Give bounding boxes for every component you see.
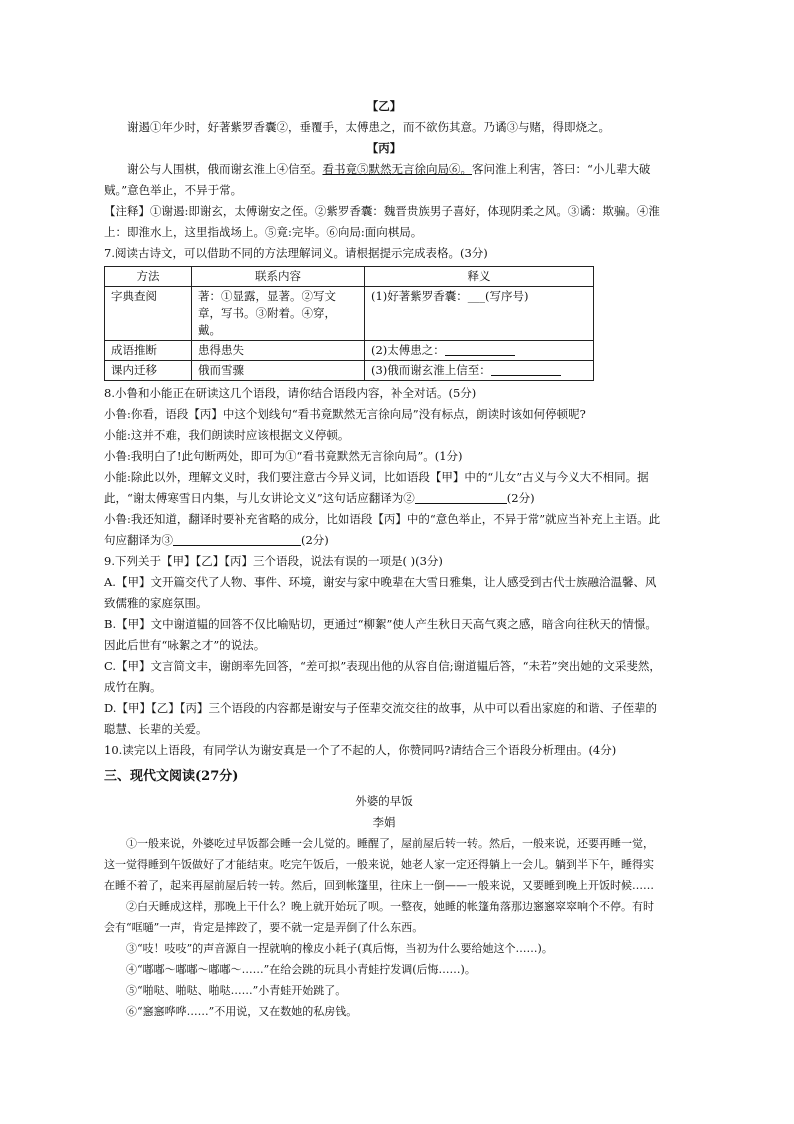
story-author: 李娟 xyxy=(372,815,396,829)
answer-blank[interactable] xyxy=(491,363,561,376)
table-cell: (3)俄而谢玄淮上信至： xyxy=(365,361,594,381)
dialogue-line: 小能:这并不难，我们朗读时应该根据文义停顿。 xyxy=(104,428,350,442)
table-header-row xyxy=(105,267,594,287)
story-paragraph: ④“嘟嘟～嘟嘟～嘟嘟～……”在给会跳的玩具小青蛙拧发调(后悔……)。 xyxy=(126,963,476,976)
passage-yi: 谢遏①年少时，好著紫罗香囊②，垂覆手，太傅患之，而不欲伤其意。乃谲③与赌，得即烧之。 xyxy=(127,120,610,134)
question-8-stem: 8.小鲁和小能正在研读这几个语段，请你结合语段内容，补全对话。(5分) xyxy=(104,386,477,400)
option-d: D.【甲】【乙】【丙】三个语段的内容都是谢安与子侄辈交流交往的故事，从中可以看出家庭的和谐、子侄辈的聪慧、长辈的关爱。 xyxy=(104,701,657,736)
option-a: A.【甲】文开篇交代了人物、事件、环境，谢安与家中晚辈在大雪日雅集，让人感受到古代士族融洽温馨、风致儒雅的家庭氛围。 xyxy=(104,575,657,610)
underlined-sentence: 看书竟⑤默然无言徐向局⑥。 xyxy=(322,162,472,176)
story-paragraph: ②白天睡成这样，那晚上干什么？晚上就开始玩了呗。一整夜，她睡的帐篷角落那边窸窸窣窣响个不停。有时会有“哐嗵”一声，肯定是摔跤了，要不就一定是弄倒了什么东西。 xyxy=(104,900,654,934)
table-header: 联系内容 xyxy=(192,267,365,287)
vocabulary-table xyxy=(104,266,594,381)
question-9-stem: 9.下列关于【甲】【乙】【丙】三个语段，说法有误的一项是( )(3分) xyxy=(104,554,443,568)
answer-blank[interactable] xyxy=(415,491,507,504)
table-header: 释义 xyxy=(365,267,594,287)
story-paragraph: ⑤“啪哒、啪哒、啪哒……”小青蛙开始跳了。 xyxy=(126,984,347,997)
dialogue-line: 小鲁:我还知道，翻译时要补充省略的成分，比如语段【丙】中的“意色举止，不异于常”就应当补充上主语。此句应翻译为③ (2分) xyxy=(104,512,661,547)
dialogue-line: 小能:除此以外，理解文义时，我们要注意古今异义词，比如语段【甲】中的“儿女”古义与今义大不相同。据此，“谢太傅寒雪日内集，与儿女讲论文义”这句话应翻译为② (2分) xyxy=(104,470,649,505)
annotation-notes: 【注释】①谢遏:即谢玄，太傅谢安之侄。②紫罗香囊：魏晋贵族男子喜好，体现阴柔之风。③谲：欺骗。④淮上：即淮水上，这里指战场上。⑤竟:完毕。⑥向局:面向棋局。 xyxy=(104,204,660,239)
table-cell: (1)好著紫罗香囊：___(写序号) xyxy=(365,287,594,341)
question-7-stem: 7.阅读古诗文，可以借助不同的方法理解词义。请根据提示完成表格。(3分) xyxy=(104,246,488,260)
passage-bing: 谢公与人围棋，俄而谢玄淮上④信至。看书竟⑤默然无言徐向局⑥。客问淮上利害，答曰：“小儿辈大破贼。”意色举止，不异于常。 xyxy=(104,162,651,197)
section-3-heading: 三、现代文阅读(27分) xyxy=(104,769,239,784)
table-cell: (2)太傅患之： xyxy=(365,341,594,361)
story-title: 外婆的早饭 xyxy=(355,794,413,808)
question-10-stem: 10.读完以上语段，有同学认为谢安真是一个了不起的人，你赞同吗?请结合三个语段分析理由。(4分) xyxy=(104,743,617,757)
table-header: 方法 xyxy=(105,267,192,287)
table-cell: 患得患失 xyxy=(192,341,365,361)
answer-blank[interactable] xyxy=(445,343,515,356)
option-b: B.【甲】文中谢道韫的回答不仅比喻贴切，更通过“柳絮”使人产生秋日天高气爽之感，暗含向往秋天的情憬。因此后世有“咏絮之才”的说法。 xyxy=(104,617,657,652)
story-paragraph: ①一般来说，外婆吃过早饭都会睡一会儿觉的。睡醒了，屋前屋后转一转。然后，一般来说，还要再睡一觉，这一觉得睡到午饭做好了才能结束。吃完午饭后，一般来说，她老人家一定还得躺上一会儿。躺到半下午，睡得实在睡不着了，起来再屋前屋后转一转。然后，回到帐篷里，往床上一倒——一般来说，又要睡到晚上开饭时候…… xyxy=(104,837,654,892)
table-cell: 著：①显露，显著。②写文章，写书。③附着。④穿，戴。 xyxy=(192,287,365,341)
section-heading-yi: 【乙】 xyxy=(366,99,402,113)
story-paragraph: ⑥“窸窸哗哗……”不用说，又在数她的私房钱。 xyxy=(126,1005,358,1018)
dialogue-line: 小鲁:你看，语段【丙】中这个划线句“看书竟默然无言徐向局”没有标点，朗读时该如何停顿呢? xyxy=(104,407,586,421)
dialogue-line: 小鲁:我明白了!此句断两处，即可为①“看书竟默然无言徐向局”。(1分) xyxy=(104,449,463,463)
story-paragraph: ③“吱！吱吱”的声音源自一捏就响的橡皮小耗子(真后悔，当初为什么要给她这个……)。 xyxy=(126,942,553,955)
table-row xyxy=(105,361,594,381)
table-cell: 俄而雪骤 xyxy=(192,361,365,381)
table-cell: 成语推断 xyxy=(105,341,192,361)
section-heading-bing: 【丙】 xyxy=(366,141,402,155)
option-c: C.【甲】文言简文丰，谢朗率先回答，“差可拟”表现出他的从容自信;谢道韫后答，“未若”突出她的文采斐然，成竹在胸。 xyxy=(104,659,661,694)
exam-page xyxy=(104,96,664,1022)
table-cell: 课内迁移 xyxy=(105,361,192,381)
table-row xyxy=(105,287,594,341)
table-cell: 字典查阅 xyxy=(105,287,192,341)
answer-blank[interactable] xyxy=(173,533,301,546)
table-row xyxy=(105,341,594,361)
